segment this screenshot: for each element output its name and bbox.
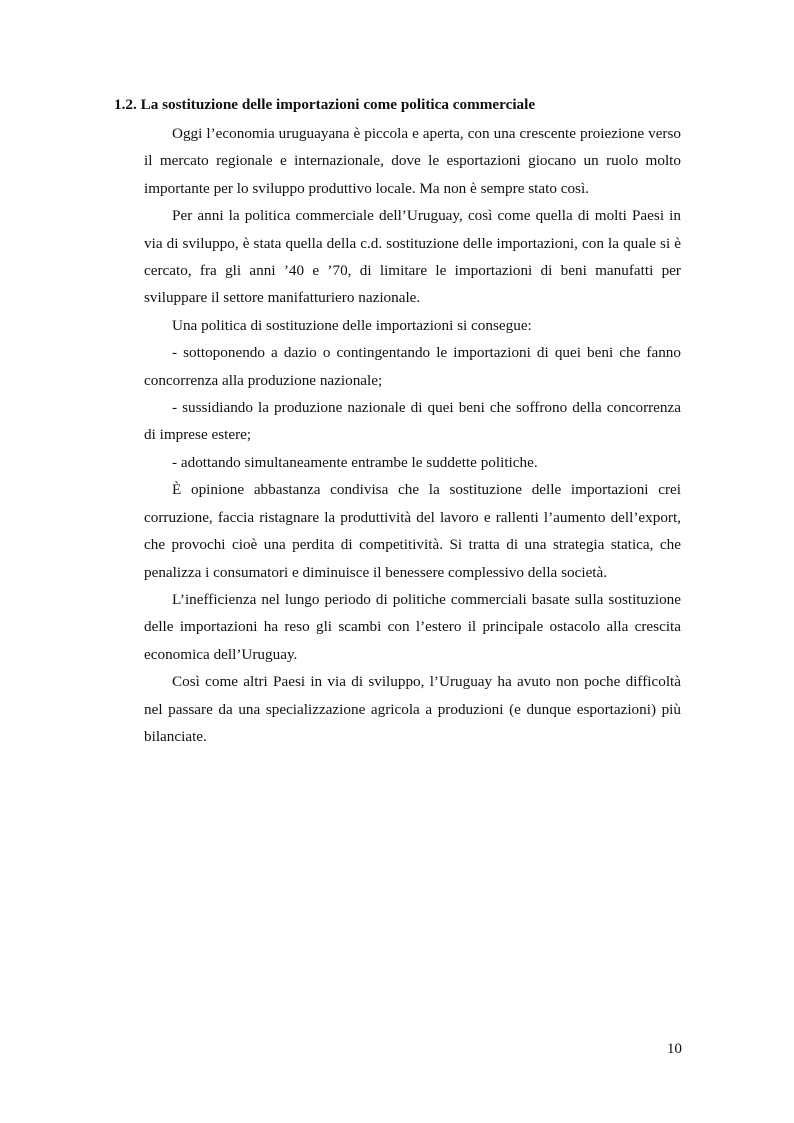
list-item-both: - adottando simultaneamente entrambe le suddette politiche. — [172, 453, 538, 471]
page-number: 10 — [666, 1040, 682, 1057]
paragraph-policy-intro: Una politica di sostituzione delle importazioni si consegue: — [172, 316, 532, 334]
body-text — [144, 120, 681, 750]
paragraph-history: Per anni la politica commerciale dell’Uruguay, così come quella di molti Paesi in via di sviluppo, è stata quella della c.d. sostituzione delle importazioni, con la quale si è cercato, fra gli anni ’40 e ’70, di limitare le importazioni di beni manufatti per sviluppare il settore manifatturiero nazionale. — [144, 207, 681, 307]
paragraph-opinion: È opinione abbastanza condivisa che la sostituzione delle importazioni crei corruzione, faccia ristagnare la produttività del lavoro e rallenti l’aumento dell’export, che provochi cioè una perdita di competitività. Si tratta di una strategia statica, che penalizza i consumatori e diminuisce il benessere complessivo della società. — [144, 481, 681, 581]
paragraph-conclusion: Così come altri Paesi in via di sviluppo, l’Uruguay ha avuto non poche difficoltà nel passare da una specializzazione agricola a produzioni (e dunque esportazioni) più bilanciate. — [144, 673, 681, 745]
paragraph-inefficiency: L’inefficienza nel lungo periodo di politiche commerciali basate sulla sostituzione delle importazioni ha reso gli scambi con l’estero il principale ostacolo alla crescita economica dell’Uruguay. — [144, 590, 681, 663]
section-heading: 1.2. La sostituzione delle importazioni come politica commerciale — [114, 96, 536, 113]
paragraph-intro: Oggi l’economia uruguayana è piccola e aperta, con una crescente proiezione verso il mercato regionale e internazionale, dove le esportazioni giocano un ruolo molto importante per lo sviluppo produttivo locale. Ma non è sempre stato così. — [144, 125, 681, 197]
list-item-subsidies: - sussidiando la produzione nazionale di quei beni che soffrono della concorrenza di imprese estere; — [144, 399, 681, 444]
list-item-tariffs: - sottoponendo a dazio o contingentando le importazioni di quei beni che fanno concorrenza alla produzione nazionale; — [144, 344, 681, 389]
